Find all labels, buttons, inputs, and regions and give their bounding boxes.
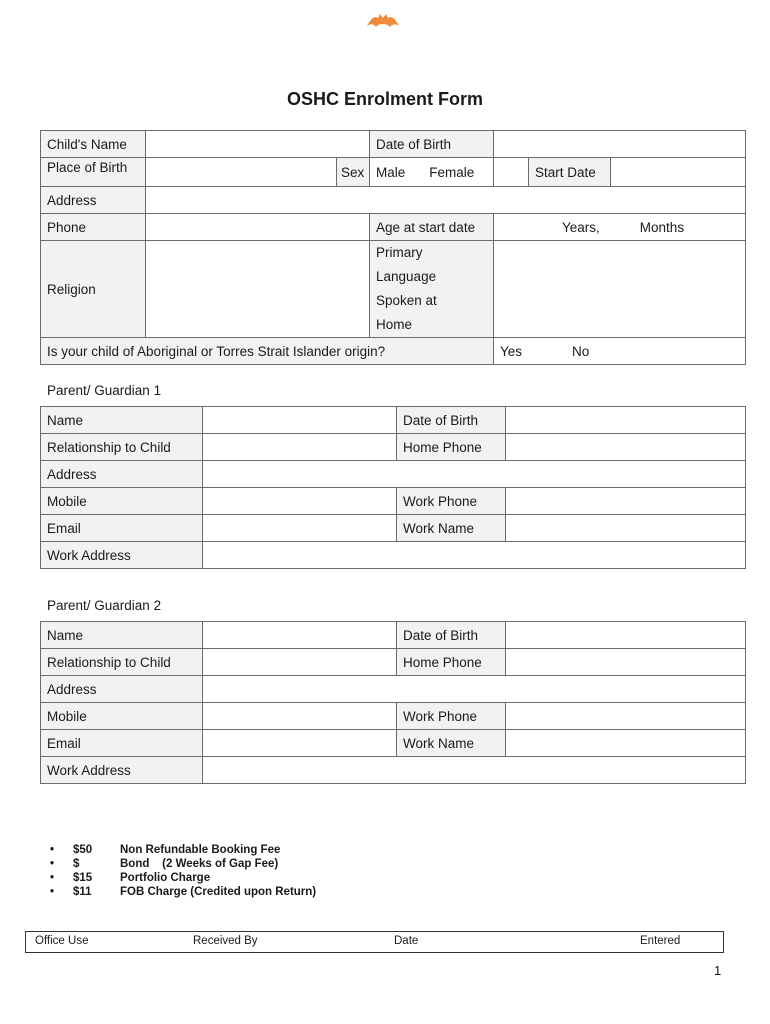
- age-at-start-label: Age at start date: [370, 214, 494, 241]
- g1-work-address-label: Work Address: [41, 542, 203, 569]
- aboriginal-options[interactable]: [494, 338, 746, 365]
- religion-field[interactable]: [146, 241, 370, 338]
- g1-work-phone-field[interactable]: [506, 488, 746, 515]
- child-dob-label: Date of Birth: [370, 131, 494, 158]
- g1-home-phone-label: Home Phone: [397, 434, 506, 461]
- page-title: OSHC Enrolment Form: [286, 89, 483, 109]
- office-date-label: Date: [394, 935, 419, 947]
- g2-name-field[interactable]: [203, 622, 397, 649]
- age-months-label: Months: [639, 219, 685, 235]
- g1-relationship-label: Relationship to Child: [41, 434, 203, 461]
- g1-mobile-field[interactable]: [203, 488, 397, 515]
- g2-email-field[interactable]: [203, 730, 397, 757]
- g2-work-address-field[interactable]: [203, 757, 746, 784]
- g2-dob-label: Date of Birth: [397, 622, 506, 649]
- guardian1-table: [40, 406, 746, 569]
- g1-address-field[interactable]: [203, 461, 746, 488]
- religion-label: Religion: [41, 241, 146, 338]
- guardian1-heading: Parent/ Guardian 1: [47, 383, 162, 398]
- fee-bullet: •: [50, 872, 55, 884]
- g2-address-label: Address: [41, 676, 203, 703]
- aboriginal-no-option[interactable]: No: [572, 343, 590, 359]
- fee-amount: $: [73, 858, 80, 870]
- g1-work-name-field[interactable]: [506, 515, 746, 542]
- g2-name-label: Name: [41, 622, 203, 649]
- g2-work-name-label: Work Name: [397, 730, 506, 757]
- sex-male-option[interactable]: Male: [376, 164, 406, 180]
- page-number: 1: [714, 963, 722, 978]
- start-date-field[interactable]: [611, 158, 746, 187]
- place-of-birth-label: Place of Birth: [41, 158, 146, 187]
- fee-amount: $15: [73, 872, 93, 884]
- g1-dob-field[interactable]: [506, 407, 746, 434]
- fee-item: [50, 885, 316, 899]
- fee-bullet: •: [50, 886, 55, 898]
- g2-home-phone-field[interactable]: [506, 649, 746, 676]
- g2-mobile-field[interactable]: [203, 703, 397, 730]
- fee-amount: $11: [73, 886, 92, 898]
- received-by-label: Received By: [193, 935, 258, 947]
- g1-relationship-field[interactable]: [203, 434, 397, 461]
- g1-address-label: Address: [41, 461, 203, 488]
- child-address-label: Address: [41, 187, 146, 214]
- g2-email-label: Email: [41, 730, 203, 757]
- g1-work-name-label: Work Name: [397, 515, 506, 542]
- sex-options[interactable]: [370, 158, 494, 187]
- sex-label: Sex: [337, 158, 370, 187]
- fee-bullet: •: [50, 858, 55, 870]
- g2-relationship-label: Relationship to Child: [41, 649, 203, 676]
- aboriginal-question: Is your child of Aboriginal or Torres Strait Islander origin?: [41, 338, 494, 365]
- guardian2-table: [40, 621, 746, 784]
- fee-description: Portfolio Charge: [120, 872, 211, 884]
- childs-name-field[interactable]: [146, 131, 370, 158]
- start-date-label: Start Date: [529, 158, 611, 187]
- g2-work-phone-field[interactable]: [506, 703, 746, 730]
- child-details-table: [40, 130, 746, 365]
- primary-language-line-1: Primary: [376, 245, 423, 260]
- g1-work-address-field[interactable]: [203, 542, 746, 569]
- g1-dob-label: Date of Birth: [397, 407, 506, 434]
- fee-description: Bond (2 Weeks of Gap Fee): [120, 858, 279, 870]
- child-phone-field[interactable]: [146, 214, 370, 241]
- g1-work-phone-label: Work Phone: [397, 488, 506, 515]
- g2-relationship-field[interactable]: [203, 649, 397, 676]
- g2-mobile-label: Mobile: [41, 703, 203, 730]
- g1-name-label: Name: [41, 407, 203, 434]
- g2-home-phone-label: Home Phone: [397, 649, 506, 676]
- fee-item: [50, 843, 316, 857]
- fee-item: [50, 871, 316, 885]
- child-address-field[interactable]: [146, 187, 746, 214]
- entered-label: Entered: [640, 935, 681, 947]
- g2-work-address-label: Work Address: [41, 757, 203, 784]
- place-of-birth-field[interactable]: [146, 158, 337, 187]
- fee-description: Non Refundable Booking Fee: [120, 844, 281, 856]
- guardian2-heading: Parent/ Guardian 2: [47, 598, 162, 613]
- primary-language-line-3: Spoken at: [376, 293, 437, 308]
- g2-work-name-field[interactable]: [506, 730, 746, 757]
- primary-language-line-2: Language: [376, 269, 437, 284]
- fee-item: [50, 857, 316, 871]
- fees-list: [50, 843, 316, 899]
- g1-email-field[interactable]: [203, 515, 397, 542]
- g1-mobile-label: Mobile: [41, 488, 203, 515]
- primary-language-field[interactable]: [494, 241, 746, 338]
- logo-icon: [366, 12, 400, 30]
- g1-email-label: Email: [41, 515, 203, 542]
- aboriginal-yes-option[interactable]: Yes: [500, 343, 523, 359]
- office-use-label: Office Use: [35, 935, 89, 947]
- g2-dob-field[interactable]: [506, 622, 746, 649]
- g2-work-phone-label: Work Phone: [397, 703, 506, 730]
- childs-name-label: Child's Name: [41, 131, 146, 158]
- sex-spacer: [494, 158, 529, 187]
- primary-language-line-4: Home: [376, 317, 413, 332]
- fee-amount: $50: [73, 844, 93, 856]
- age-years-label: Years,: [562, 219, 600, 235]
- office-use-box: [25, 931, 724, 953]
- sex-female-option[interactable]: Female: [429, 164, 475, 180]
- primary-language-label: [370, 241, 494, 338]
- child-phone-label: Phone: [41, 214, 146, 241]
- fee-bullet: •: [50, 844, 55, 856]
- fee-description: FOB Charge (Credited upon Return): [120, 886, 317, 898]
- age-at-start-field[interactable]: [494, 214, 746, 241]
- g1-home-phone-field[interactable]: [506, 434, 746, 461]
- g2-address-field[interactable]: [203, 676, 746, 703]
- child-dob-field[interactable]: [494, 131, 746, 158]
- g1-name-field[interactable]: [203, 407, 397, 434]
